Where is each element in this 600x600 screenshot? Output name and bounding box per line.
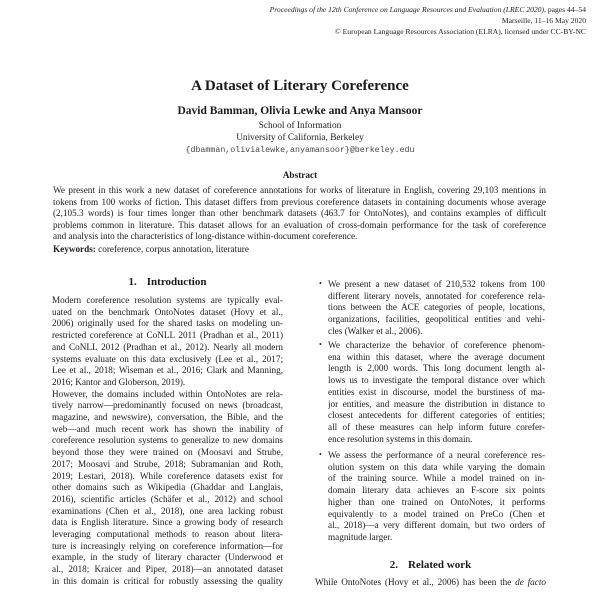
text-line: examinations (Chen et al., 2018), one area lacking robust	[52, 505, 283, 516]
text-line: al., 2018)—a very different domain, but two orders of	[328, 520, 545, 531]
text-line: problems common in literature. This dataset allows for an evaluation of cross-domain performance for the task of coreference	[53, 219, 546, 230]
text-line: other domains such as Wikipedia (Ghaddar and Langlais,	[52, 482, 283, 493]
text-line: uated on the benchmark OntoNotes dataset (Hovy et al.,	[52, 306, 283, 317]
text-line: tions between the ACE categories of people, locations,	[328, 302, 545, 313]
paper-title: A Dataset of Literary Coreference	[191, 78, 409, 94]
text-line: and analysis into the characteristics of long-distance within-document coreference.	[53, 231, 358, 241]
text-line: 2016), scientific articles (Schäfer et al., 2012) and school	[52, 493, 283, 504]
text-line: We characterize the behavior of coreference phenom-	[328, 340, 545, 350]
text-line: jor entities, and measure the distribution in distance to	[328, 398, 545, 409]
keywords-value: coreference, corpus annotation, literature	[98, 244, 249, 254]
text-line: and CoNLL 2012 (Pradhan et al., 2012). Nearly all modern	[52, 341, 283, 352]
text-line: However, the domains included within OntoNotes are rela-	[52, 388, 283, 399]
text-line: organizations, facilities, geopolitical entities and vehi-	[328, 314, 545, 325]
text-line: al., 2018; Kraicer and Piper, 2018)—an annotated dataset	[52, 564, 283, 575]
text-line: 2006) originally used for the shared tasks on modeling un-	[52, 318, 283, 329]
text-line: coreference resolution systems to generalize to new domains	[52, 435, 283, 446]
text-line: closest antecedents for different categories of entities;	[328, 410, 545, 421]
text-line: domain literary data achieves an F-score six points	[328, 485, 545, 496]
section-heading-introduction	[52, 276, 283, 288]
bullet-icon: •	[319, 279, 322, 288]
text-line: example, in the study of literary character (Underwood et	[52, 552, 283, 563]
text-line: We present in this work a new dataset of coreference annotations for works of literature in English, covering 29,103 mentions in	[53, 185, 546, 195]
text-line: systems evaluate on this data exclusively (Lee et al., 2017;	[52, 353, 283, 364]
text-line: leveraging computational methods to reason about litera-	[52, 529, 283, 539]
proceedings-text: Proceedings of the 12th Conference on Language Resources and Evaluation (LREC 2020),	[269, 5, 546, 14]
text-line: tively narrow—predominantly focused on news (broadcast,	[52, 400, 283, 411]
location-line: Marseille, 11–16 May 2020	[501, 16, 586, 25]
author-list: David Bamman, Olivia Lewke and Anya Mansoor	[177, 105, 423, 117]
text-line: of the training source. While a model trained on in-	[328, 473, 545, 484]
author-emails: {dbamman,olivialewke,anyamansoor}@berkeley.edu	[185, 146, 415, 155]
bullet-icon: •	[319, 340, 322, 349]
text-line: olution system on this data while varying the domain	[328, 461, 545, 472]
text-line: magnitude larger.	[328, 531, 393, 542]
section-heading-related-work	[315, 559, 546, 571]
text-line: magazine, and newswire), conversation, the Bible, and the	[52, 412, 283, 422]
text-line: restricted coreference at CoNLL 2011 (Pradhan et al., 2011)	[52, 330, 283, 341]
affiliation-school: School of Information	[258, 121, 342, 131]
text-line: ena within this dataset, where the average document	[328, 351, 545, 362]
text-line: lows us to investigate the temporal distance over which	[328, 375, 545, 386]
proceedings-line	[270, 5, 586, 14]
section-title: Introduction	[146, 276, 207, 288]
text-line: entities exist in discourse, model the burstiness of ma-	[328, 386, 545, 397]
text-line: Modern coreference resolution systems are typically eval-	[52, 295, 283, 305]
text-line: ture is increasingly relying on coreference information—for	[52, 540, 283, 551]
text-line: 2016; Kantor and Globerson, 2019).	[52, 376, 186, 387]
text-line: in this domain is critical for robustly assessing the quality	[52, 575, 283, 586]
section-number: 1.	[128, 276, 137, 288]
text-line: length is 2,000 words. This long document length al-	[328, 363, 545, 374]
text-line: all of these measures can help inform future corefer-	[328, 421, 545, 432]
pages-text: pages 44–54	[547, 5, 586, 14]
section-title: Related work	[408, 559, 472, 571]
text-line: higher than one trained on OntoNotes, it performs	[328, 496, 545, 507]
text-line: Lee et al., 2018; Wiseman et al., 2016; Clark and Manning,	[52, 365, 283, 376]
affiliation-university: University of California, Berkeley	[236, 133, 364, 143]
text-line: tokens from 100 works of fiction. This dataset differs from previous coreference datasets in containing documents whose average	[53, 196, 546, 207]
text-line: data is English literature. Since a growing body of research	[52, 517, 283, 528]
abstract-heading: Abstract	[282, 171, 318, 181]
text-line: We assess the performance of a neural coreference res-	[328, 450, 545, 460]
line-italic-text: de facto	[515, 577, 546, 587]
text-line: 2017; Moosavi and Strube, 2018; Subramanian and Roth,	[52, 458, 283, 469]
text-line: equivalently to a model trained on PreCo (Chen et	[328, 508, 545, 519]
bullet-icon: •	[319, 450, 322, 459]
text-line: We present a new dataset of 210,532 tokens from 100	[328, 279, 545, 289]
text-line: different literary novels, annotated for coreference rela-	[328, 290, 545, 301]
keywords-label: Keywords:	[53, 244, 96, 254]
text-line: 2019; Lestari, 2018). While coreference datasets exist for	[52, 470, 283, 481]
section-number: 2.	[389, 559, 398, 571]
related-work-line	[315, 576, 546, 588]
text-line: (2,105.3 words) is four times longer than other benchmark datasets (463.7 for OntoNotes), and contains examples of difficult	[53, 208, 546, 218]
license-line: © European Language Resources Association (ELRA), licensed under CC-BY-NC	[334, 27, 586, 36]
text-line: cles (Walker et al., 2006).	[328, 325, 423, 336]
keywords	[53, 244, 249, 254]
text-line: beyond those they were trained on (Moosavi and Strube,	[52, 447, 283, 458]
text-line: web—and much recent work has shown the inability of	[52, 423, 283, 434]
line-text: While OntoNotes (Hovy et al., 2006) has been the	[315, 577, 516, 587]
text-line: ence resolution systems in this domain.	[328, 433, 473, 444]
